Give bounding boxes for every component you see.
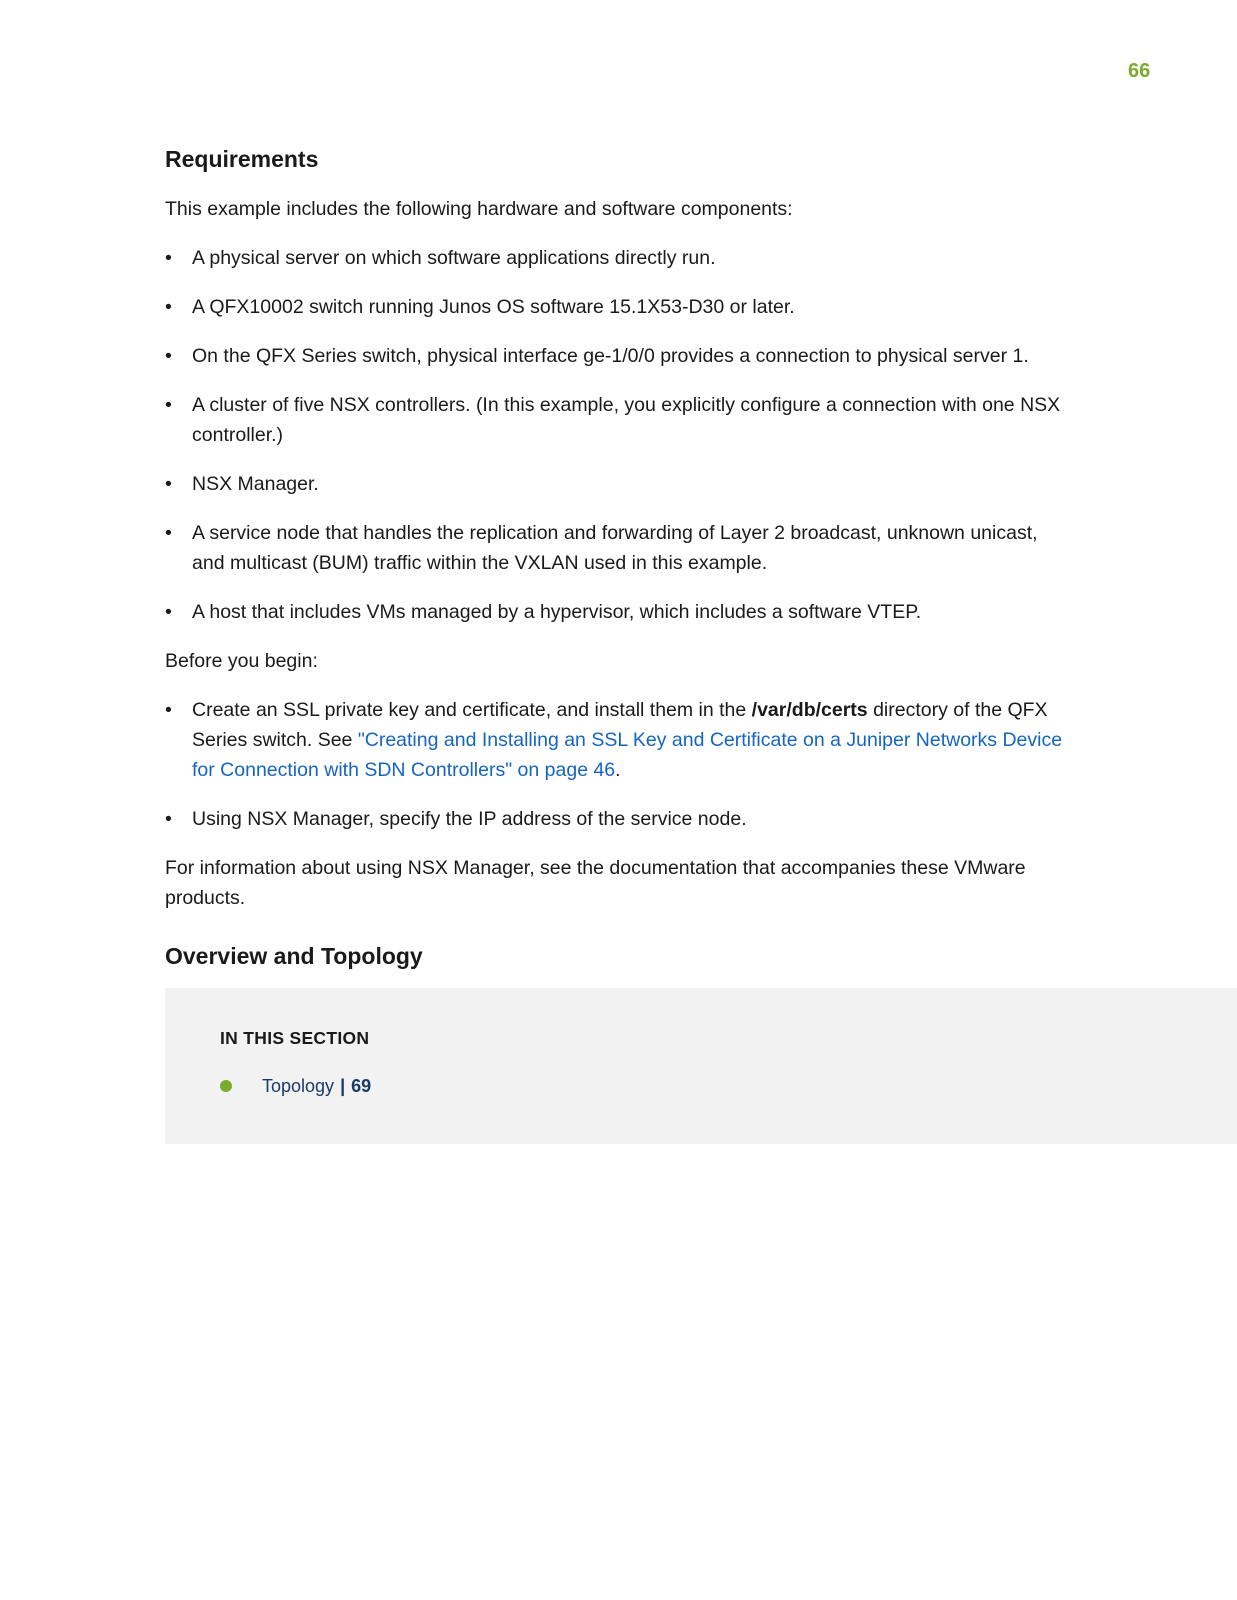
bullet-icon: •: [165, 473, 172, 495]
in-this-section-box: [165, 988, 1237, 1144]
main-content: [165, 142, 1075, 973]
info-paragraph: For information about using NSX Manager, see the documentation that accompanies these VMware products.: [165, 857, 1026, 909]
overview-heading: Overview and Topology: [165, 943, 423, 969]
before-you-begin-label: Before you begin:: [165, 650, 318, 672]
bullet-icon: •: [165, 345, 172, 367]
list-item: • A host that includes VMs managed by a hypervisor, which includes a software VTEP.: [165, 597, 1075, 627]
ssl-key-link[interactable]: "Creating and Installing an SSL Key and Certificate on a Juniper Networks Device for Connection with SDN Controllers" on page 46: [192, 729, 1063, 781]
certs-path: /var/db/certs: [751, 699, 868, 721]
list-item: • Using NSX Manager, specify the IP address of the service node.: [165, 804, 1075, 834]
bullet-icon: •: [165, 296, 172, 318]
bullet-icon: •: [165, 699, 172, 721]
page-number: 66: [1128, 60, 1151, 82]
requirements-list: [165, 243, 1075, 627]
list-item: • A QFX10002 switch running Junos OS software 15.1X53-D30 or later.: [165, 292, 1075, 322]
bullet-icon: •: [165, 522, 172, 544]
list-item: • On the QFX Series switch, physical interface ge-1/0/0 provides a connection to physical server 1.: [165, 341, 1075, 371]
requirements-intro: This example includes the following hardware and software components:: [165, 198, 793, 220]
before-list: [165, 695, 1075, 834]
list-item: • NSX Manager.: [165, 469, 1075, 499]
list-item: • A service node that handles the replication and forwarding of Layer 2 broadcast, unknown unicast, and multicast (BUM) traffic within the VXLAN used in this example.: [165, 518, 1075, 578]
in-this-section-title: IN THIS SECTION: [220, 1028, 370, 1048]
bullet-icon: •: [165, 601, 172, 623]
bullet-icon: •: [165, 808, 172, 830]
requirements-heading: Requirements: [165, 146, 319, 172]
bullet-icon: •: [165, 394, 172, 416]
bullet-icon: •: [165, 247, 172, 269]
list-item: • A cluster of five NSX controllers. (In this example, you explicitly configure a connection with one NSX controller.): [165, 390, 1075, 450]
topology-link[interactable]: Topology | 69: [262, 1076, 372, 1096]
list-item: • Create an SSL private key and certificate, and install them in the /var/db/certs directory of the QFX Series switch. See "Creating and Installing an SSL Key and Certificate on a Juniper Networks Device for Connection with SDN Controllers" on page 46.: [165, 695, 1075, 785]
green-bullet-icon: [220, 1080, 232, 1092]
list-item: • A physical server on which software applications directly run.: [165, 243, 1075, 273]
